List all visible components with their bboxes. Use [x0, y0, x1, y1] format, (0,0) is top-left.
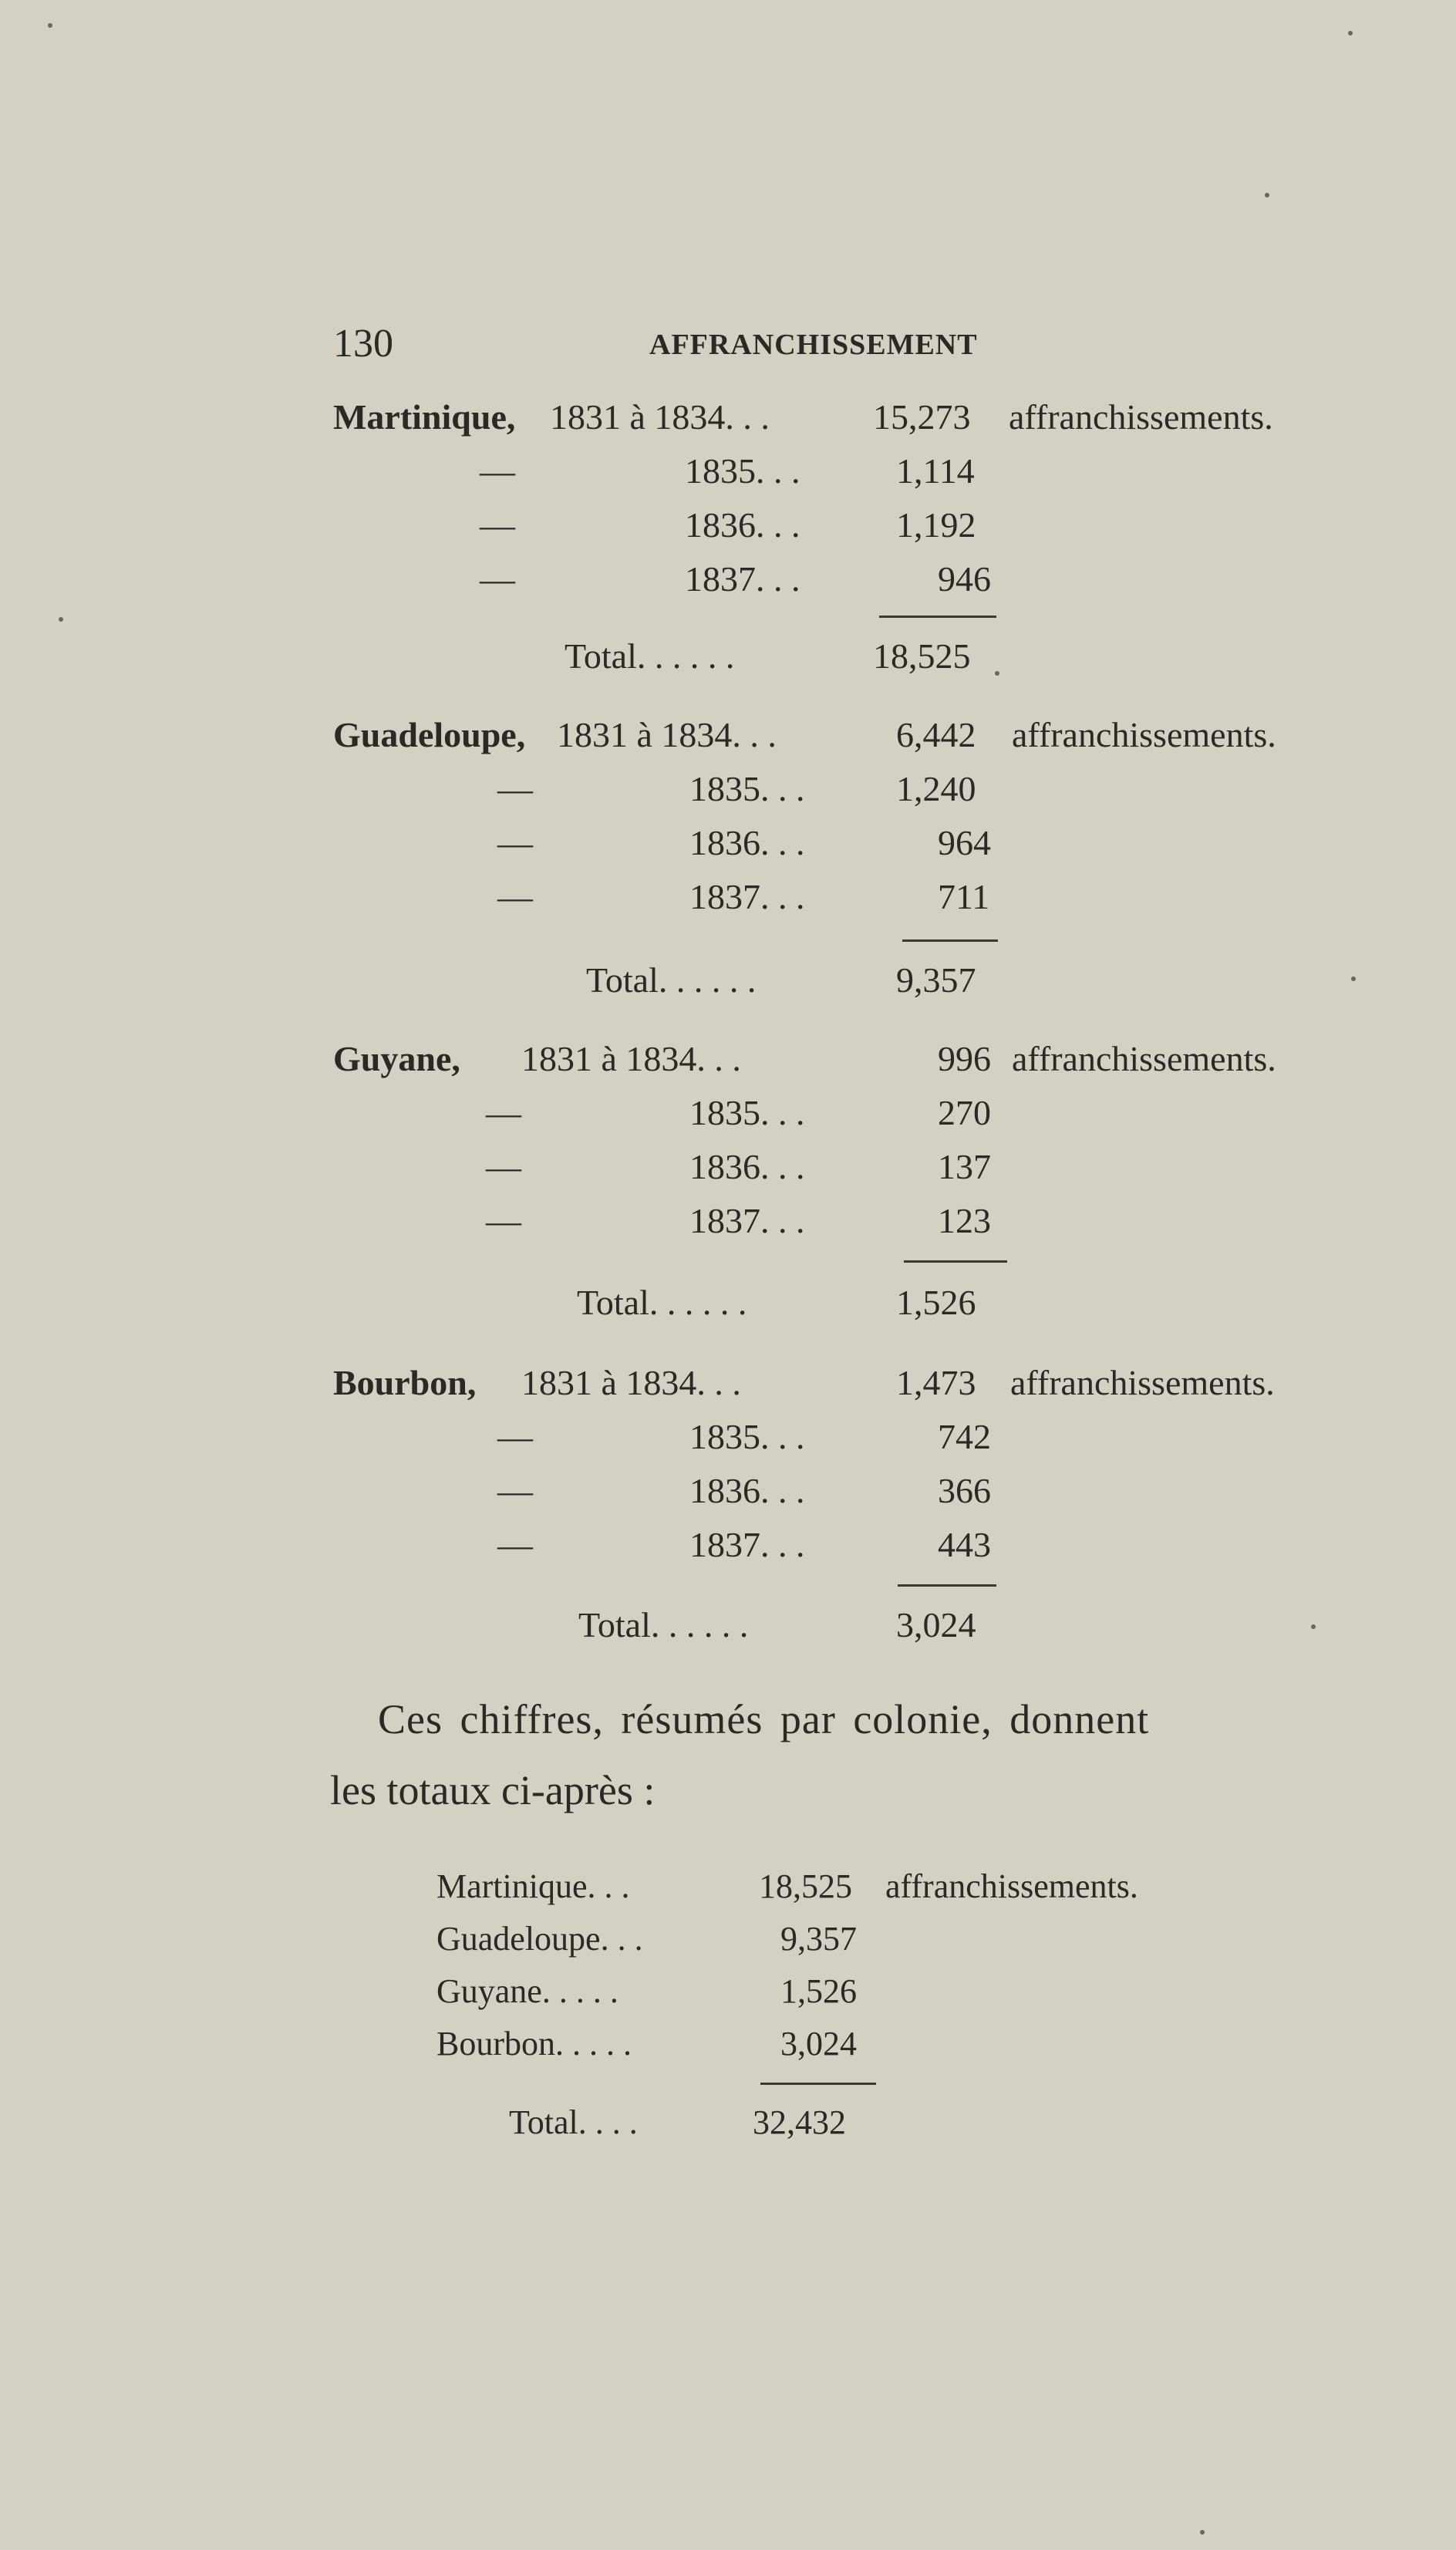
year-label: 1837. . . [689, 877, 805, 916]
summary-value: 9,357 [780, 1920, 857, 1958]
paper-speck [995, 671, 999, 676]
paper-speck [59, 617, 63, 622]
count-value: 946 [938, 559, 991, 599]
dash-marker: — [497, 823, 533, 862]
year-label: 1831 à 1834. . . [550, 397, 770, 437]
dash-marker: — [486, 1093, 521, 1132]
colony-label: Bourbon, [333, 1363, 477, 1402]
dash-marker: — [497, 769, 533, 808]
year-label: 1836. . . [689, 1147, 805, 1186]
year-label: 1837. . . [685, 559, 800, 599]
colony-label: Guadeloupe, [333, 715, 526, 754]
count-value: 964 [938, 823, 991, 862]
year-label: 1831 à 1834. . . [557, 715, 777, 754]
colony-label: Martinique, [333, 397, 516, 437]
year-label: 1837. . . [689, 1525, 805, 1564]
unit-label: affranchissements. [1012, 715, 1276, 754]
year-label: 1836. . . [689, 1471, 805, 1510]
page-number: 130 [333, 322, 393, 366]
summary-value: 18,525 [759, 1867, 852, 1905]
count-value: 1,240 [896, 769, 976, 808]
paper-speck [1311, 1624, 1316, 1629]
count-value: 996 [938, 1039, 991, 1078]
paper-speck [1351, 976, 1356, 981]
total-label: Total. . . . . . [578, 1605, 749, 1644]
paper-speck [1200, 2530, 1205, 2535]
dash-marker: — [480, 505, 515, 545]
paragraph-line: Ces chiffres, résumés par colonie, donnent [378, 1696, 1150, 1742]
summary-label: Bourbon. . . . . [436, 2025, 632, 2063]
year-label: 1836. . . [689, 823, 805, 862]
count-value: 123 [938, 1201, 991, 1240]
dash-marker: — [480, 451, 515, 491]
dash-marker: — [486, 1201, 521, 1240]
count-value: 366 [938, 1471, 991, 1510]
count-value: 6,442 [896, 715, 976, 754]
unit-label: affranchissements. [1009, 397, 1273, 437]
dash-marker: — [497, 1471, 533, 1510]
paper-speck [1348, 31, 1353, 35]
count-value: 270 [938, 1093, 991, 1132]
year-label: 1835. . . [689, 1417, 805, 1456]
total-value: 32,432 [753, 2103, 846, 2141]
colony-label: Guyane, [333, 1039, 460, 1078]
summary-value: 3,024 [780, 2025, 857, 2063]
year-label: 1835. . . [685, 451, 800, 491]
year-label: 1831 à 1834. . . [521, 1363, 741, 1402]
count-value: 1,473 [896, 1363, 976, 1402]
year-label: 1831 à 1834. . . [521, 1039, 741, 1078]
year-label: 1835. . . [689, 769, 805, 808]
unit-label: affranchissements. [1012, 1039, 1276, 1078]
dash-marker: — [497, 1525, 533, 1564]
year-label: 1835. . . [689, 1093, 805, 1132]
paper-speck [48, 23, 52, 28]
paragraph-line: les totaux ci-après : [330, 1767, 656, 1813]
count-value: 711 [938, 877, 990, 916]
count-value: 1,114 [896, 451, 975, 491]
count-value: 137 [938, 1147, 991, 1186]
unit-label: affranchissements. [885, 1867, 1138, 1905]
dash-marker: — [486, 1147, 521, 1186]
dash-marker: — [480, 559, 515, 599]
total-label: Total. . . . . . [586, 960, 757, 1000]
summary-label: Guyane. . . . . [436, 1972, 618, 2010]
total-label: Total. . . . . . [565, 636, 735, 676]
total-value: 3,024 [896, 1605, 976, 1644]
count-value: 742 [938, 1417, 991, 1456]
running-title: AFFRANCHISSEMENT [649, 329, 978, 361]
sum-rule [902, 939, 998, 942]
dash-marker: — [497, 877, 533, 916]
year-label: 1836. . . [685, 505, 800, 545]
paper-speck [1265, 193, 1269, 197]
total-value: 1,526 [896, 1283, 976, 1322]
summary-label: Martinique. . . [436, 1867, 630, 1905]
summary-value: 1,526 [780, 1972, 857, 2010]
year-label: 1837. . . [689, 1201, 805, 1240]
total-value: 9,357 [896, 960, 976, 1000]
sum-rule [898, 1584, 996, 1587]
sum-rule [879, 616, 996, 618]
summary-label: Guadeloupe. . . [436, 1920, 643, 1958]
count-value: 15,273 [873, 397, 971, 437]
dash-marker: — [497, 1417, 533, 1456]
total-value: 18,525 [873, 636, 971, 676]
total-label: Total. . . . . . [577, 1283, 747, 1322]
count-value: 443 [938, 1525, 991, 1564]
total-label: Total. . . . [509, 2103, 638, 2141]
unit-label: affranchissements. [1010, 1363, 1275, 1402]
sum-rule [760, 2083, 876, 2085]
count-value: 1,192 [896, 505, 976, 545]
sum-rule [904, 1260, 1007, 1263]
